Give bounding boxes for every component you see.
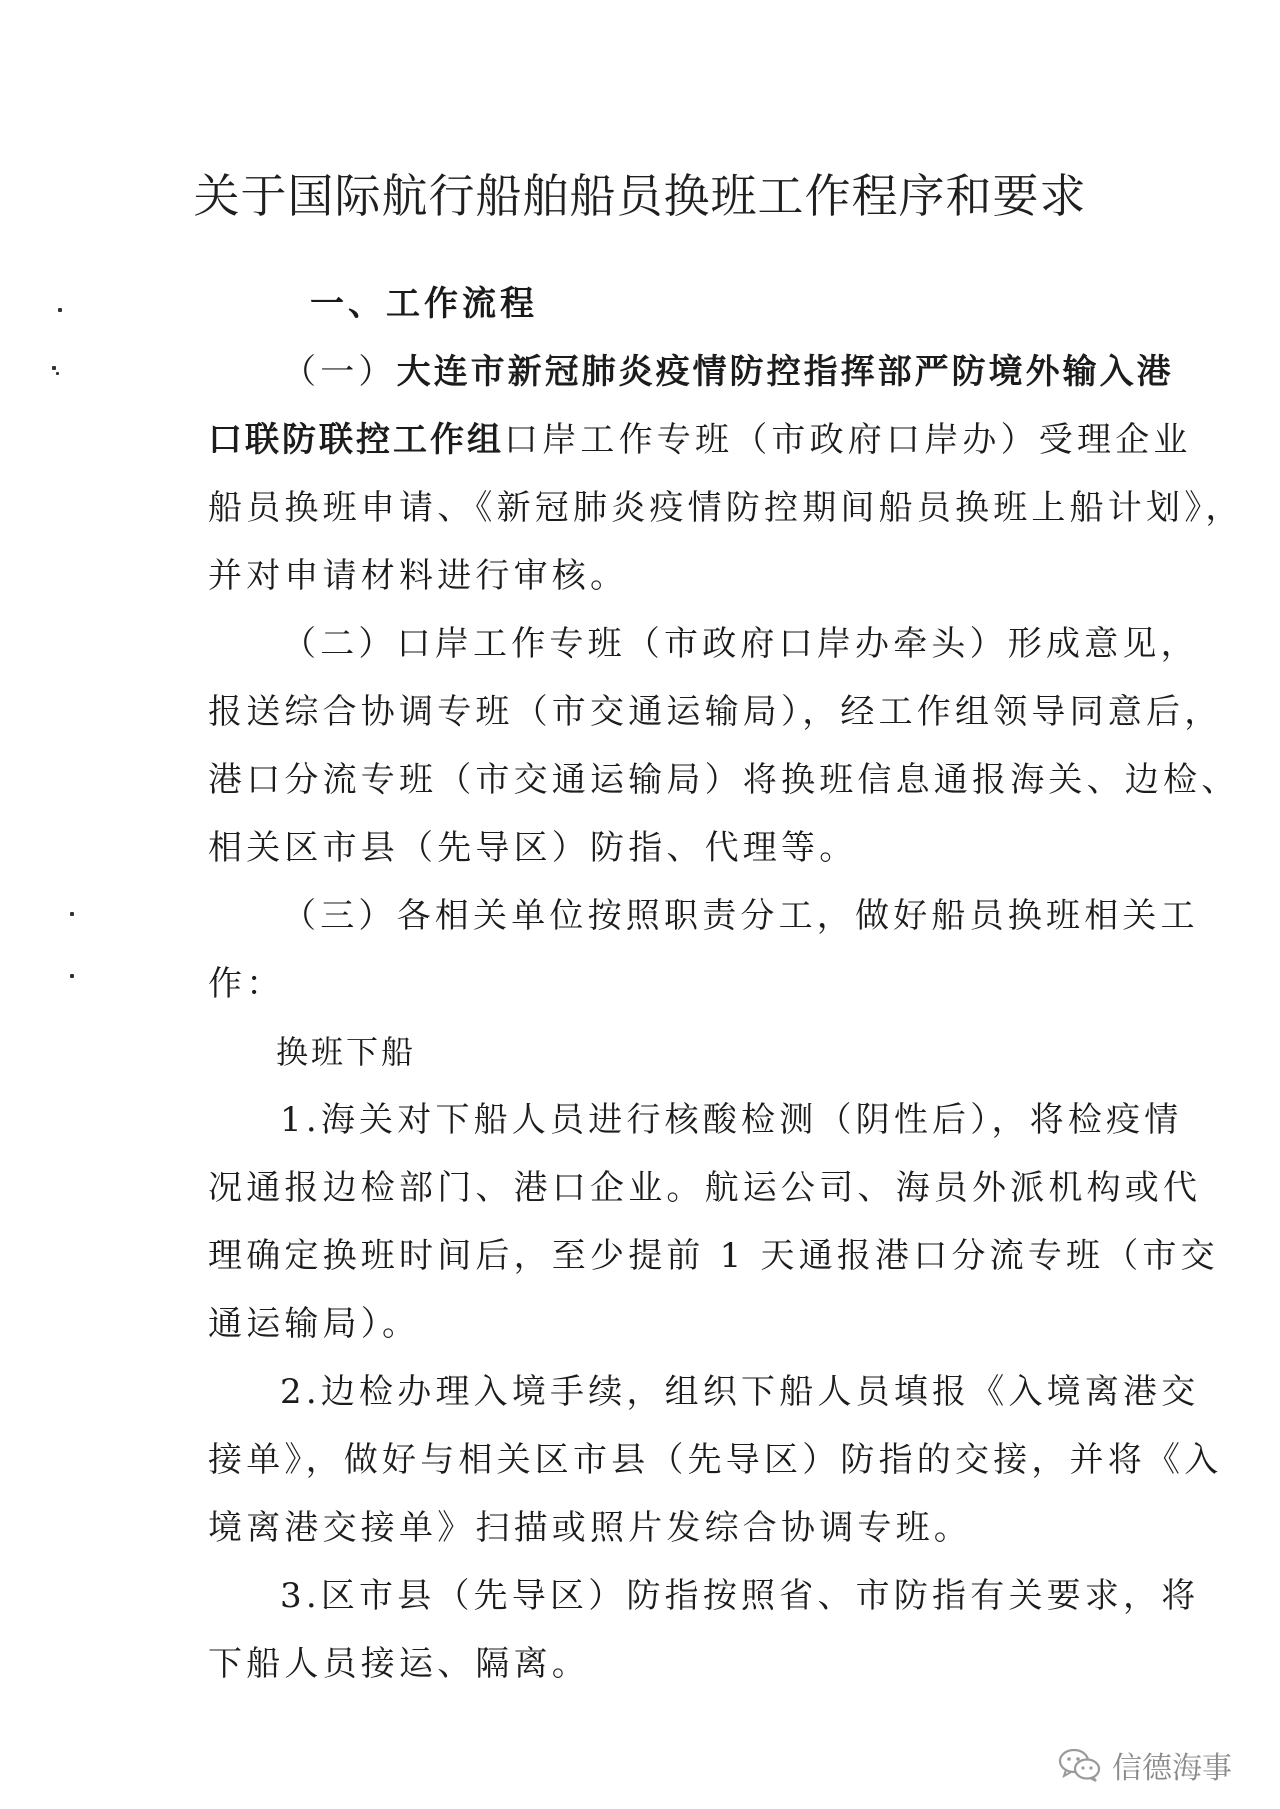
paragraph-line: 相关区市县（先导区）防指、代理等。: [208, 828, 858, 868]
paragraph-line: 报送综合协调专班（市交通运输局），经工作组领导同意后，: [208, 692, 1223, 732]
paragraph-line: 船员换班申请、《新冠肺炎疫情防控期间船员换班上船计划》，: [208, 488, 1244, 528]
scan-speck: [52, 366, 56, 370]
list-item-line: 境离港交接单》扫描或照片发综合协调专班。: [208, 1508, 972, 1548]
paragraph-line: [208, 406, 1192, 474]
section-heading: 一、工作流程: [310, 284, 538, 324]
list-item-line: 2.边检办理入境手续，组织下船人员填报《入境离港交: [280, 1372, 1200, 1412]
paragraph-line: （三）各相关单位按照职责分工，做好船员换班相关工: [282, 896, 1199, 936]
document-title: 关于国际航行船舶船员换班工作程序和要求: [193, 169, 1087, 223]
list-item-line: 况通报边检部门、港口企业。航运公司、海员外派机构或代: [208, 1168, 1202, 1208]
paragraph-line: 港口分流专班（市交通运输局）将换班信息通报海关、边检、: [208, 760, 1240, 800]
paragraph-line: 并对申请材料进行审核。: [208, 556, 629, 596]
document-body: [208, 270, 1244, 1698]
paragraph-text: 口岸工作专班（市政府口岸办）受理企业: [504, 420, 1192, 460]
paragraph-line: 作：: [208, 964, 285, 1004]
subheading: 换班下船: [276, 1033, 417, 1071]
paragraph-prefix: （一）: [282, 352, 397, 392]
list-item-line: 3.区市县（先导区）防指按照省、市防指有关要求，将: [280, 1576, 1200, 1616]
list-item-line: 通运输局）。: [208, 1304, 421, 1344]
list-item-line: 1.海关对下船人员进行核酸检测（阴性后），将检疫情: [280, 1100, 1183, 1140]
list-item-line: 理确定换班时间后，至少提前 1 天通报港口分流专班（市交: [208, 1236, 1219, 1276]
wechat-icon: [1058, 1747, 1102, 1783]
scan-speck: [58, 308, 62, 312]
paragraph-line: [208, 338, 1174, 406]
bold-text: 大连市新冠肺炎疫情防控指挥部严防境外输入港: [396, 352, 1174, 392]
bold-text: 口联防联控工作组: [208, 420, 504, 460]
scan-speck: [56, 372, 59, 375]
scan-speck: [70, 912, 74, 916]
list-item-line: 下船人员接运、隔离。: [208, 1644, 590, 1684]
watermark-text: 信德海事: [1112, 1751, 1232, 1786]
scan-speck: [70, 974, 74, 978]
list-item-line: 接单》，做好与相关区市县（先导区）防指的交接，并将《入: [208, 1440, 1223, 1480]
paragraph-line: （二）口岸工作专班（市政府口岸办牵头）形成意见，: [282, 624, 1199, 664]
watermark: [1058, 1743, 1232, 1787]
